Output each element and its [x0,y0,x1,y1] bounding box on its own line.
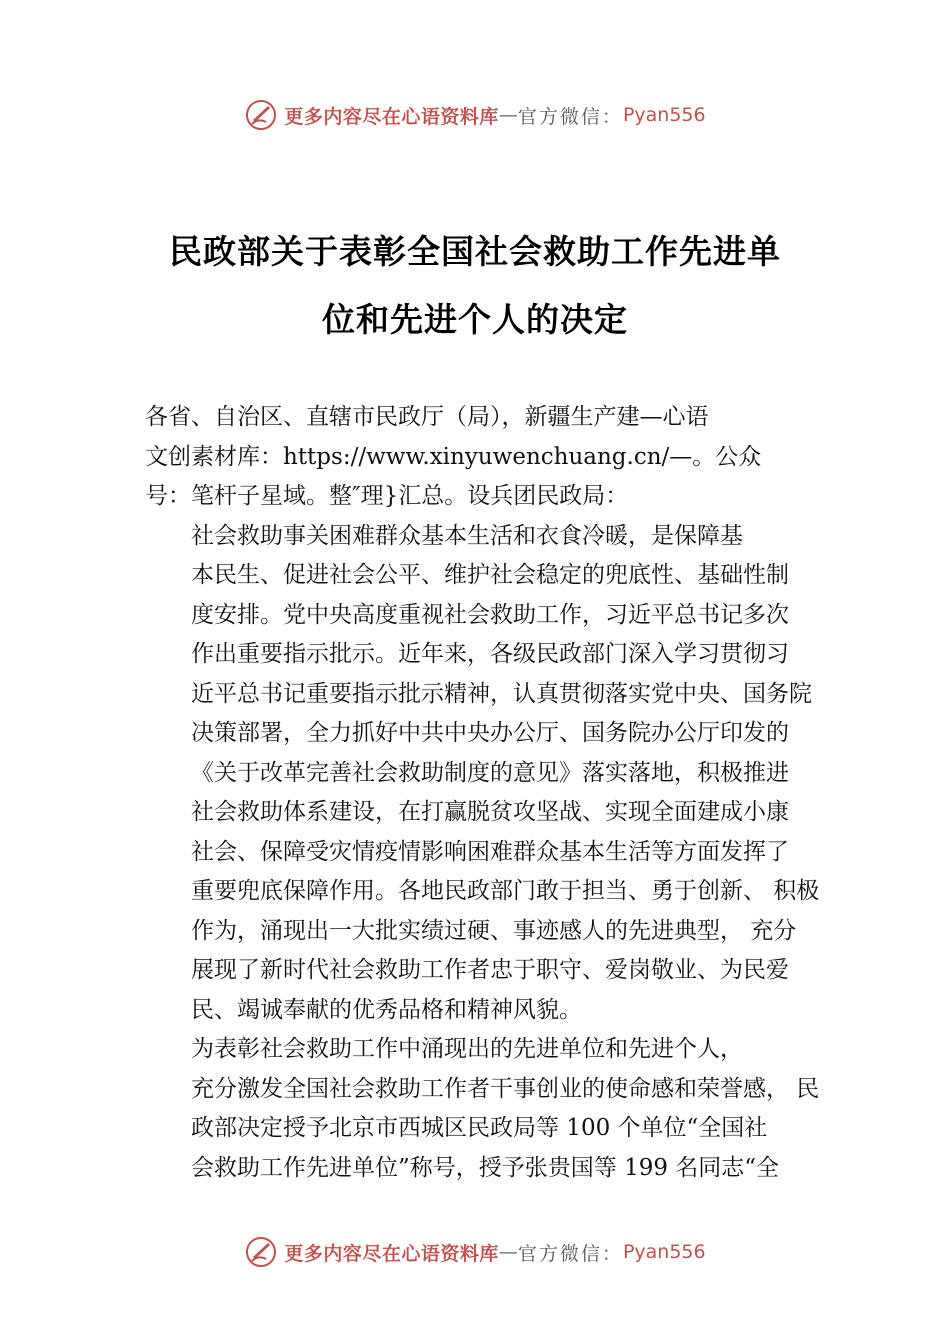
paragraph-line: 民、竭诚奉献的优秀品格和精神风貌。 [191,996,582,1023]
banner-separator: — [498,1241,518,1263]
paragraph-line: 展现了新时代社会救助工作者忠于职守、爱岗敬业、为民爱 [191,957,789,983]
paragraph-line: 作出重要指示批示。近年来，各级民政部门深入学习贯彻习 [191,641,789,667]
paragraph-line: 本民生、促进社会公平、维护社会稳定的兜底性、基础性制 [191,562,789,588]
banner-text: 更多内容尽在心语资料库 [284,105,499,128]
banner-label: 官方微信： [517,105,623,128]
paragraph-line: 度安排。党中央高度重视社会救助工作，习近平总书记多次 [191,601,789,628]
paragraph-line: 号：笔杆子星域。整″理}汇总。设兵团民政局： [145,483,629,509]
paragraph-line: 政部决定授予北京市西城区民政局等 100 个单位“全国社 [191,1115,768,1141]
paragraph-line: 文创素材库：https://www.xinyuwenchuang.cn/—。公众 [145,443,762,470]
paragraph [145,398,825,517]
paragraph-line: 为表彰社会救助工作中涌现出的先进单位和先进个人， [191,1036,743,1062]
banner-wechat-id: Pyan556 [622,104,706,126]
paragraph-line: 充分激发全国社会救助工作者干事创业的使命感和荣誉感， 民 [191,1075,820,1102]
paragraph-line: 作为，涌现出一大批实绩过硬、事迹感人的先进典型， 充分 [191,917,797,944]
paragraph-line: 决策部署，全力抓好中共中央办公厅、国务院办公厅印发的 [191,720,789,746]
footer-banner [0,1232,950,1272]
brand-logo-icon [244,98,278,132]
banner-separator: — [498,104,518,126]
paragraph [145,517,825,1031]
header-banner [0,95,950,135]
paragraph-line: 会救助工作先进单位”称号，授予张贵国等 199 名同志“全 [191,1154,780,1181]
paragraph-line: 社会、保障受灾情疫情影响困难群众基本生活等方面发挥了 [191,838,789,865]
paragraph-line: 重要兜底保障作用。各地民政部门敢于担当、勇于创新、 积极 [191,878,820,904]
paragraph-line: 近平总书记重要指示批示精神，认真贯彻落实党中央、国务院 [191,680,812,707]
banner-wechat-id: Pyan556 [622,1241,706,1263]
paragraph-line: 社会救助事关困难群众基本生活和衣食冷暖，是保障基 [191,522,743,549]
title-line-1: 民政部关于表彰全国社会救助工作先进单 [169,232,781,271]
banner-label: 官方微信： [517,1242,623,1265]
brand-logo-icon [244,1235,278,1269]
title-line-2: 位和先进个人的决定 [322,300,628,339]
paragraph-line: 各省、自治区、直辖市民政厅（局），新疆生产建—心语 [145,404,709,430]
paragraph [145,1030,825,1188]
banner-text: 更多内容尽在心语资料库 [284,1242,499,1265]
document-body [145,398,825,1188]
document-title [130,218,820,354]
paragraph-line: 社会救助体系建设，在打赢脱贫攻坚战、实现全面建成小康 [191,799,789,825]
paragraph-line: 《关于改革完善社会救助制度的意见》落实落地，积极推进 [191,759,789,786]
